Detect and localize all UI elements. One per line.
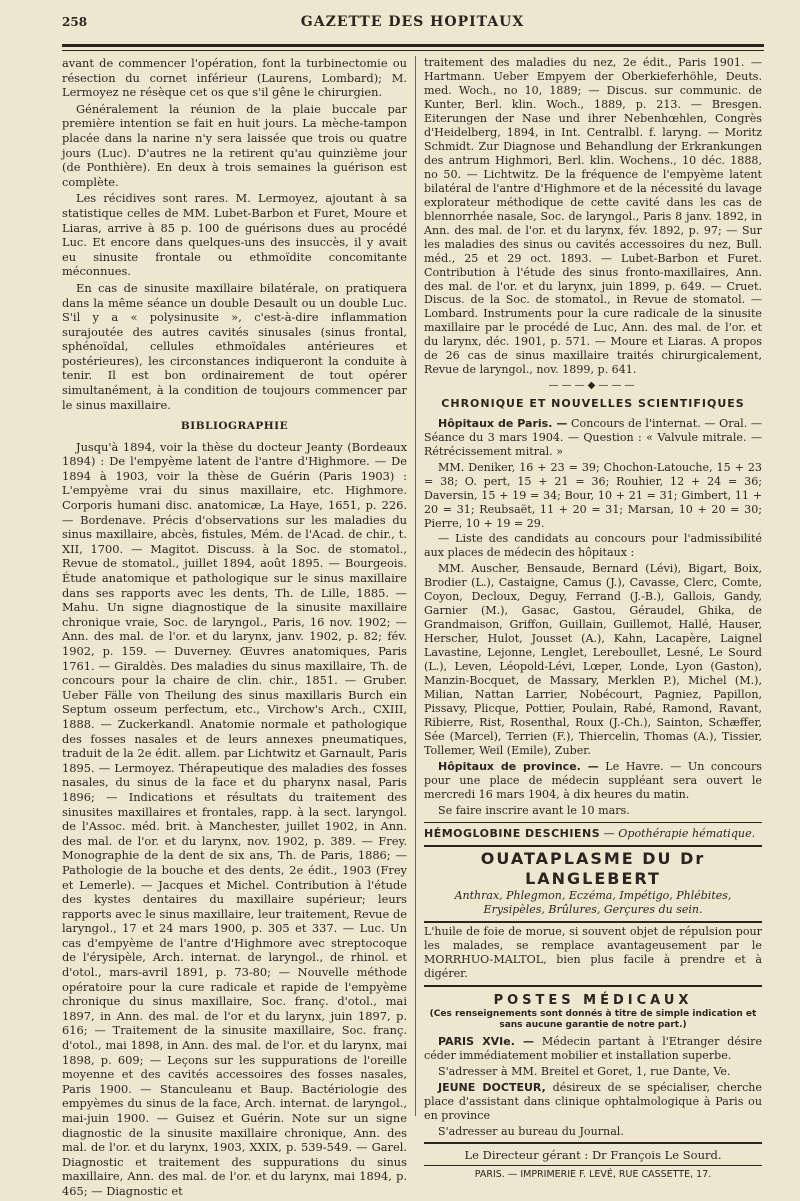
jeune-docteur-text: désireux de se spécialiser, cherche place d'assistant dans clinique ophtalmologique à Paris ou en province [424, 1080, 763, 1122]
hopitaux-province-lead: Hôpitaux de province. — [438, 759, 599, 773]
postes-note: (Ces renseignements sont donnés à titre de simple indication et sans aucune garantie de notre part.) [429, 1009, 757, 1030]
hemoglobine-ad: HÉMOGLOBINE DESCHIENS — Opothérapie hématique. [424, 826, 756, 840]
exam-scores: MM. Deniker, 16 + 23 = 39; Chochon-Latouche, 15 + 23 = 38; O. pert, 15 + 21 = 36; Rouhier, 12 + 24 = 36; Daversin, 15 + 19 = 34; Bour, 10 + 21 = 31; Gimbert, 11 + 20 = 31; Reubsaët, 11 + 20 = 31; Marsan, 10 + 20 = 30; Pierre, 10 + 19 = 29. [424, 460, 762, 530]
hopitaux-province-text: Le Havre. — Un concours pour une place de médecin suppléant sera ouvert le mercredi 16 mars 1904, à dix heures du matin. [424, 759, 762, 801]
paragraph: Les récidives sont rares. M. Lermoyez, ajoutant à sa statistique celles de MM. Lubet-Barbon et Furet, Moure et Liaras, arrive à 85 p. 100 de guérisons dues au procédé Luc. Et encore dans quelques-uns des insuccès, il y avait eu sinusite frontale ou ethmoïdite concomitante méconnues. [62, 191, 407, 279]
chronique-heading: CHRONIQUE ET NOUVELLES SCIENTIFIQUES [441, 396, 745, 410]
bibliography-continued: traitement des maladies du nez, 2e édit., Paris 1901. — Hartmann. Ueber Empyem der Oberkieferhöhle, Deuts. med. Woch., no 10, 1889; — Discus. sur communic. de Kunter, Berl. klin. Woch., 1889, p. 213. — Bresgen. Eiterungen der Nase und ihrer Nebenhœhlen, Congrès d'Heidelberg, 1894, in Int. Centralbl. f. laryng. — Moritz Schmidt. Zur Diagnose und Behandlung der Erkrankungen des antrum Highmori, Berl. klin. Wochens., 10 déc. 1888, no 50. — Lichtwitz. De la fréquence de l'empyème latent bilatéral de l'antre d'Highmore et de la nécessité du lavage explorateur méthodique de cette cavité dans les cas de blennorrhée nasale, Soc. de laryngol., Paris 8 janv. 1892, in Ann. des mal. de l'or. et du larynx, fév. 1892, p. 97; — Sur les maladies des sinus ou cavités accessoires du nez, Bull. méd., 25 et 29 oct. 1893. — Lubet-Barbon et Furet. Contribution à l'étude des sinus fronto-maxillaires, Ann. des mal. de l'or. et du larynx, juin 1899, p. 649. — Cruet. Discus. de la Soc. de stomatol., in Revue de stomatol. — Lombard. Instruments pour la cure radicale de la sinusite maxillaire par le procédé de Luc, Ann. des mal. de l'or. et du larynx, déc. 1901, p. 571. — Moure et Liaras. A propos de 26 cas de sinus maxillaire traités chirurgicalement, Revue de laryngol., nov. 1899, p. 641. [424, 56, 762, 377]
hopitaux-paris-lead: Hôpitaux de Paris. — [438, 416, 568, 430]
ouataplasme-ad-title: OUATAPLASME DU Dr LANGLEBERT [480, 848, 706, 888]
candidate-list: MM. Auscher, Bensaude, Bernard (Lévi), Bigart, Boix, Brodier (L.), Castaigne, Camus (J.), Cavasse, Clerc, Comte, Coyon, Decloux, Deguy, Ferrand (J.-B.), Gallois, Gandy, Garnier (M.), Gasac, Gastou, Géraudel, Ghika, de Grandmaison, Griffon, Guillain, Guillemot, Hallé, Hauser, Herscher, Hulot, Jousset (A.), Kahn, Lacapère, Laignel Lavastine, Lejonne, Lenglet, Lereboullet, Lesné, Le Sourd (L.), Leven, Léopold-Lévi, Lœper, Londe, Lyon (Gaston), Manzin-Bocquet, de Massary, Merklen P.), Michel (M.), Milian, Nattan Larrier, Nobécourt, Pagniez, Papillon, Pissavy, Plicque, Pottier, Poulain, Rabé, Ramond, Ravant, Ribierre, Rist, Rosenthal, Roux (J.-Ch.), Sainton, Schæffer, Sée (Marcel), Terrien (F.), Thiercelin, Thomas (A.), Tissier, Tollemer, Weil (Emile), Zuber. [424, 562, 762, 758]
running-title: GAZETTE DES HOPITAUX [300, 14, 525, 30]
left-column [62, 56, 407, 1201]
header-rule-thin [62, 50, 764, 51]
paragraph: Généralement la réunion de la plaie buccale par première intention se fait en huit jours. La mèche-tampon placée dans la narine n'y sera laissée que trois ou quatre jours (Luc). D'autres ne la retirent qu'au quinzième jour (de Ponthière). En deux à trois semaines la guérison est complète. [62, 101, 407, 189]
morrhuol-ad: L'huile de foie de morue, si souvent objet de répulsion pour les malades, se remplace avantageusement par le MORRHUO-MALTOL, bien plus facile à prendre et à digérer. [424, 924, 762, 980]
printer-line: PARIS. — IMPRIMERIE F. LEVÉ, RUE CASSETTE, 17. [474, 1168, 712, 1180]
director-signature: Le Directeur gérant : Dr François Le Sourd. [424, 1148, 762, 1165]
bibliography-text: Jusqu'à 1894, voir la thèse du docteur Jeanty (Bordeaux 1894) : De l'empyème latent de l'antre d'Highmore. — De 1894 à 1903, voir la thèse de Guérin (Paris 1903) : L'empyème vrai du sinus maxillaire, etc. Highmore. Corporis humani disc. anatomicæ, La Haye, 1651, p. 226. — Bordenave. Précis d'observations sur les maladies du sinus maxillaire, abcès, fistules, Mém. de l'Acad. de chir., t. XII, 1700. — Magitot. Discuss. à la Soc. de stomatol., Revue de stomatol., juillet 1894, août 1895. — Bourgeois. Étude anatomique et pathologique sur le sinus maxillaire dans ses rapports avec les dents, Th. de Lille, 1885. — Mahu. Un signe diagnostique de la sinusite maxillaire chronique vraie, Soc. de laryngol., Paris, 16 nov. 1902; — Ann. des mal. de l'or. et du larynx, janv. 1902, p. 82; fév. 1902, p. 159. — Duverney. Œuvres anatomiques, Paris 1761. — Giraldès. Des maladies du sinus maxillaire, Th. de concours pour la chaire de clin. chir., 1851. — Gruber. Ueber Fälle von Theilung des sinus maxillaris Burch ein Septum osseum perfectum, etc., Virchow's Arch., CXIII, 1888. — Zuckerkandl. Anatomie normale et pathologique des fosses nasales et de leurs annexes pneumatiques, traduit de la 2e édit. allem. par Lichtwitz et Garnault, Paris 1895. — Lermoyez. Thérapeutique des maladies des fosses nasales, du sinus de la face et du pharynx nasal, Paris 1896; — Indications et résultats du traitement des sinusites maxillaires et frontales, rapp. à la sect. laryngol. de l'Assoc. méd. brit. à Manchester, juillet 1902, in Ann. des mal. de l'or. et du larynx, nov. 1902, p. 389. — Frey. Monographie de la dent de six ans, Th. de Paris, 1886; — Pathologie de la bouche et des dents, 2e édit., 1903 (Frey et Lemerle). — Jacques et Michel. Contribution à l'étude des kystes dentaires du maxillaire supérieur; leurs rapports avec le sinus maxillaire, leur traitement, Revue de laryngol., 17 et 24 mars 1900, p. 305 et 337. — Luc. Un cas d'empyème de l'antre d'Highmore avec streptocoque de l'érysipèle, Arch. internat. de laryngol., de rhinol. et d'otol., mars-avril 1891, p. 73-80; — Nouvelle méthode opératoire pour la cure radicale et rapide de l'empyème chronique du sinus maxillaire, Soc. franç. d'otol., mai 1897, in Ann. des mal. de l'or et du larynx, juin 1897, p. 616; — Traitement de la sinusite maxillaire, Soc. franç. d'otol., mai 1898, in Ann. des mal. de l'or. et du larynx, mai 1898, p. 609; — Leçons sur les suppurations de l'oreille moyenne et des cavités accessoires des fosses nasales, Paris 1900. — Stanculeanu et Baup. Bactériologie des empyèmes du sinus de la face, Arch. internat. de laryngol., mai-juin 1900. — Guisez et Guérin. Note sur un signe diagnostic de la sinusite maxillaire chronique, Ann. des mal. de l'or. et du larynx, 1903, XXIX, p. 539-549. — Garel. Diagnostic et traitement des suppurations du sinus maxillaire, Ann. des mal. de l'or. et du larynx, mai 1894, p. 465; — Diagnostic et [62, 439, 407, 1198]
liste-intro: — Liste des candidats au concours pour l'admissibilité aux places de médecin des hôpitaux : [424, 532, 762, 560]
page-header [62, 14, 764, 42]
jeune-docteur-lead: JEUNE DOCTEUR, [438, 1080, 546, 1094]
page-number: 258 [62, 15, 88, 29]
paragraph: avant de commencer l'opération, font la turbinectomie ou résection du cornet inférieur (Laurens, Lombard); M. Lermoyez ne résèque cet os que s'il gêne le chirurgien. [62, 56, 407, 100]
bibliography-heading: BIBLIOGRAPHIE [180, 420, 289, 433]
paris-xvi-lead: PARIS XVIe. — [438, 1034, 535, 1048]
ornament-divider: ———◆——— [548, 380, 638, 392]
column-divider [415, 56, 416, 1116]
province-inscription: Se faire inscrire avant le 10 mars. [438, 803, 630, 817]
ouataplasme-ad-subtitle: Anthrax, Phlegmon, Eczéma, Impétigo, Phlébites, Erysipèles, Brûlures, Gerçures du sein. [454, 889, 732, 916]
hopitaux-paris-text: Concours de l'internat. — Oral. — Séance du 3 mars 1904. — Question : « Valvule mitrale. — Rétrécissement mitral. » [424, 416, 763, 458]
paris-xvi-contact: S'adresser à MM. Breitel et Goret, 1, rue Dante, Ve. [438, 1064, 731, 1078]
paragraph: En cas de sinusite maxillaire bilatérale, on pratiquera dans la même séance un double Desault ou un double Luc. S'il y a « polysinusite », c'est-à-dire inflammation surajoutée des autres cavités sinusales (sinus frontal, sphénoïdal, cellules ethmoïdales antérieures et postérieures), les circonstances indiqueront la conduite à tenir. Il est bon ordinairement de tout opérer simultanément, à la condition de toujours commencer par le sinus maxillaire. [62, 280, 407, 412]
postes-medicaux-heading: POSTES MÉDICAUX [493, 992, 693, 1008]
right-column [424, 56, 762, 1181]
jeune-docteur-contact: S'adresser au bureau du Journal. [438, 1124, 624, 1138]
header-rule-thick [62, 44, 764, 47]
paris-xvi-text: Médecin partant à l'Etranger désire céder immédiatement mobilier et installation superbe. [424, 1034, 763, 1062]
